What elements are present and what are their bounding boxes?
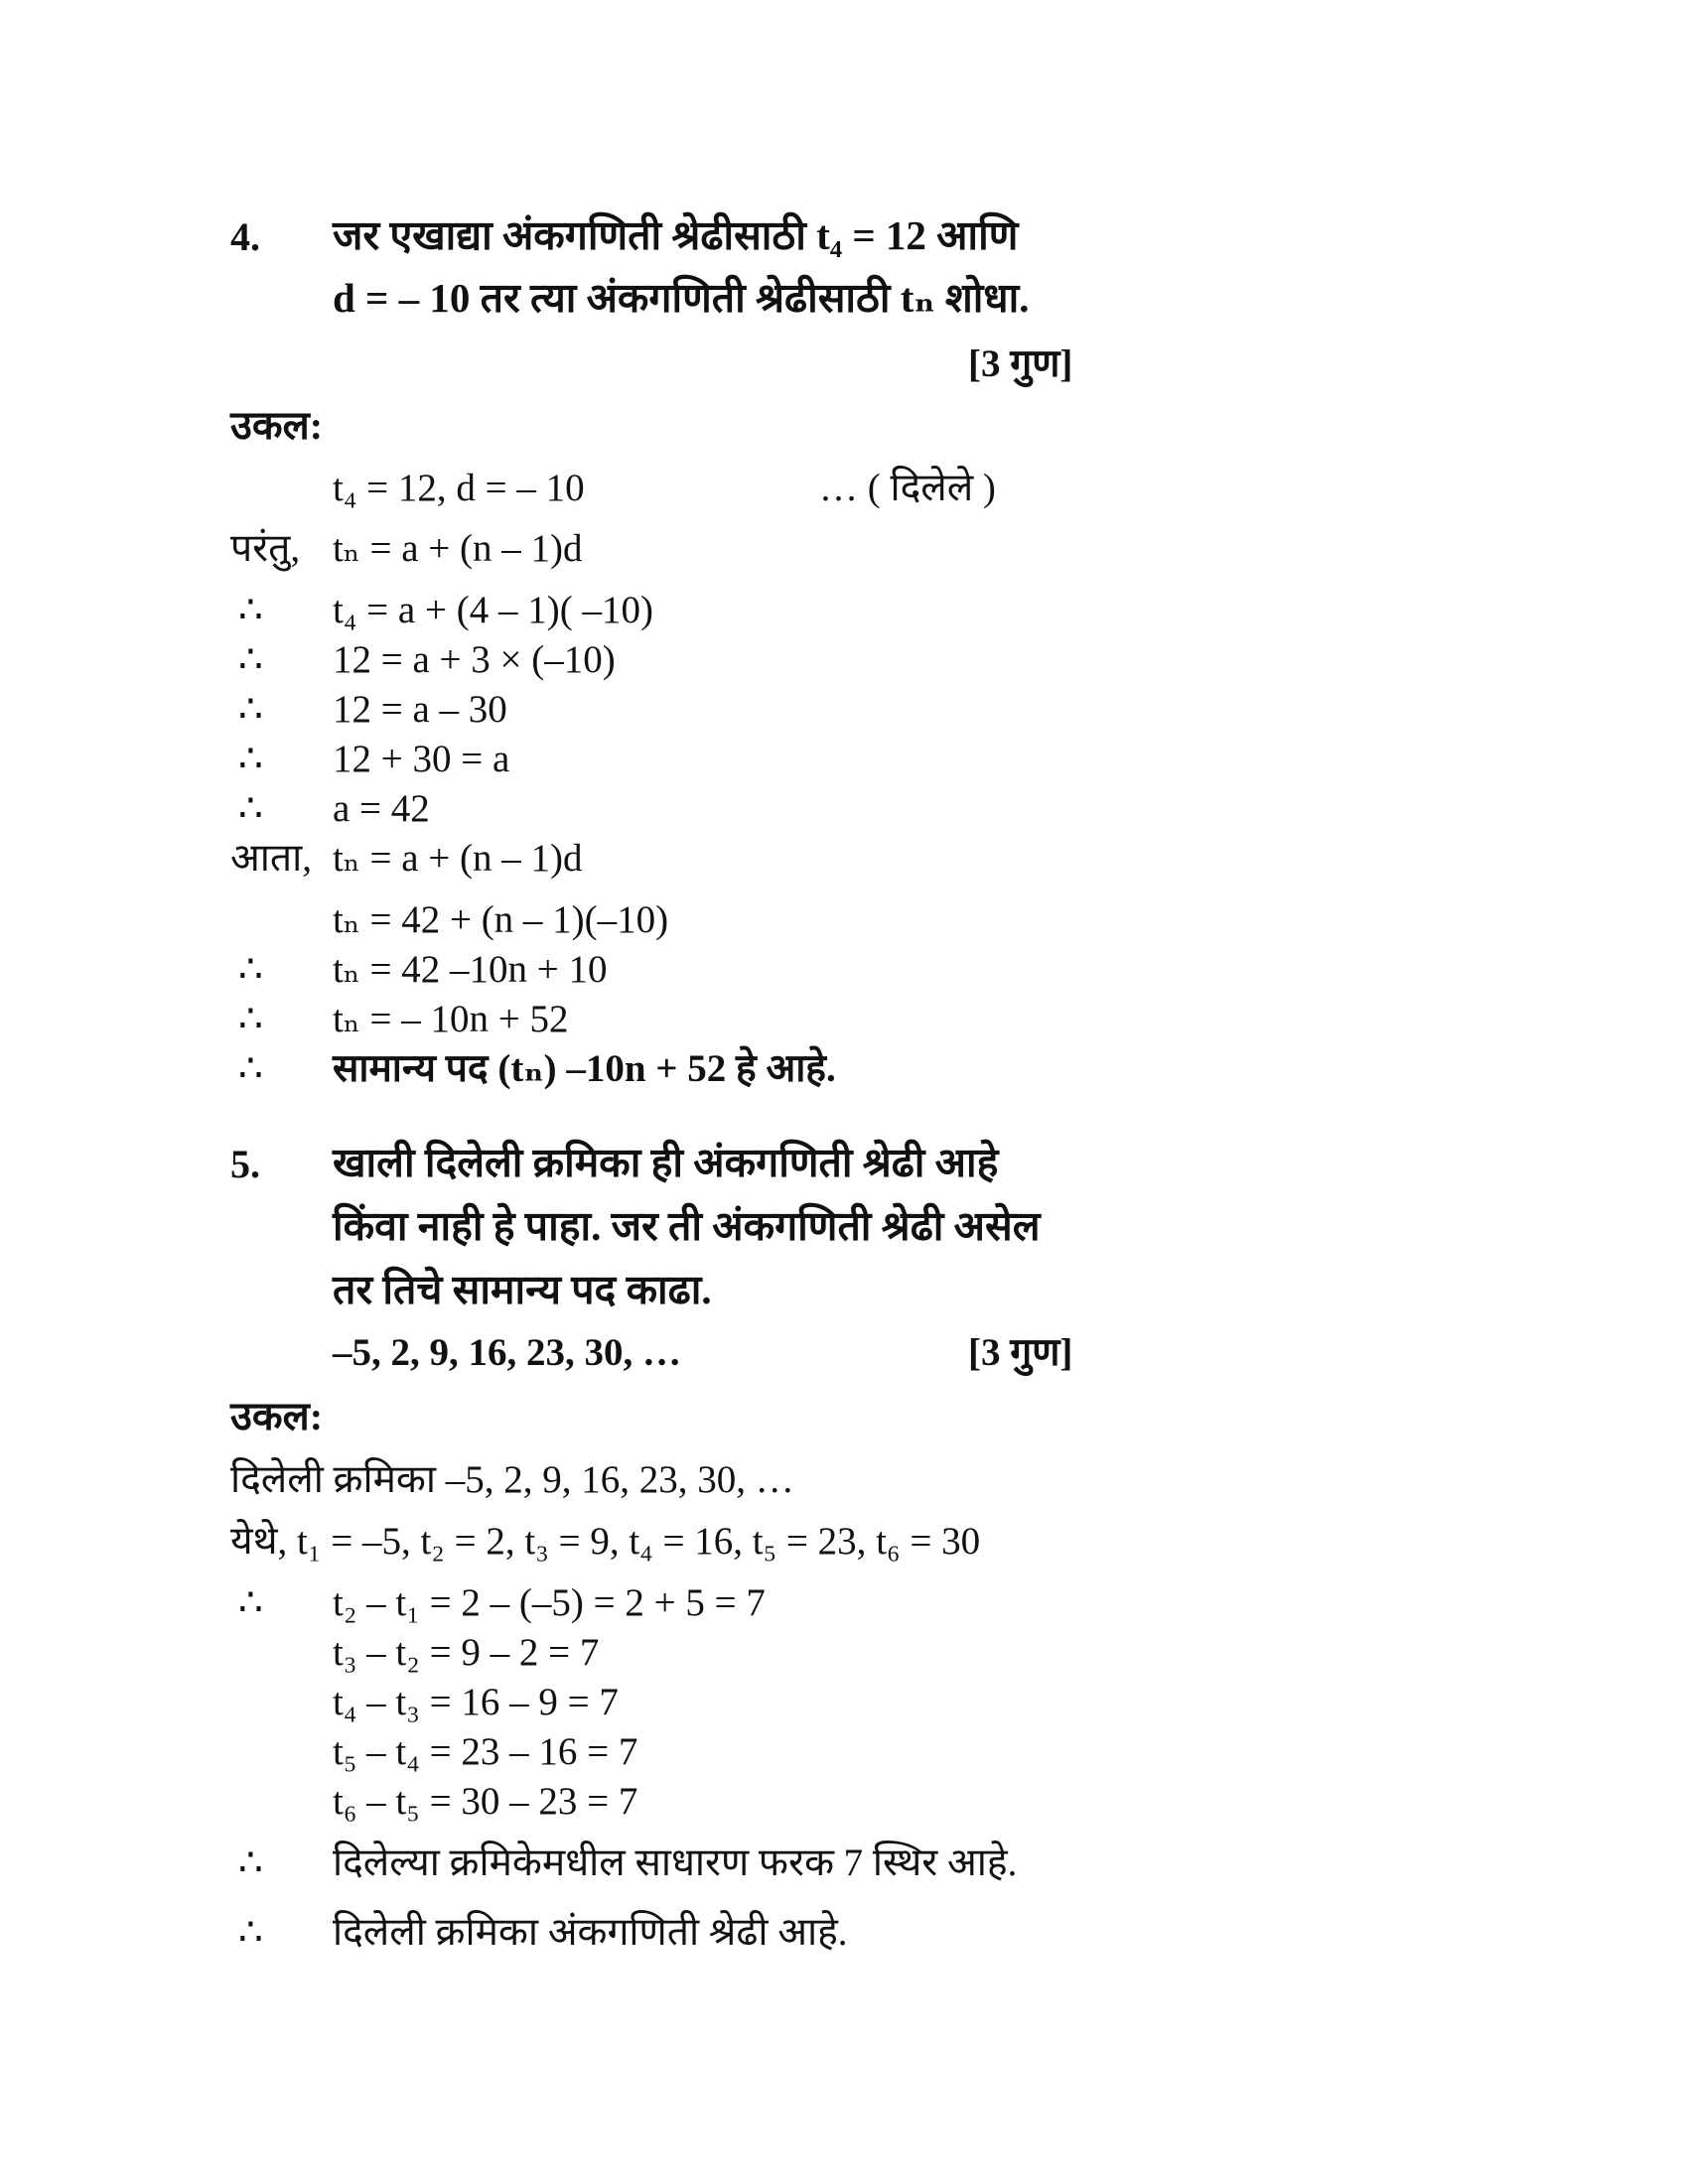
q4-solution-label: उकल:	[230, 403, 324, 448]
q4-step-10: tₙ = – 10n + 52	[333, 998, 569, 1040]
q5-diff-3: t₅ – t₄ = 23 – 16 = 7	[333, 1730, 638, 1773]
q5-diff-4: t₆ – t₅ = 30 – 23 = 7	[333, 1780, 638, 1823]
q4-step-1: tₙ = a + (n – 1)d	[333, 527, 583, 570]
q5-number: 5.	[230, 1142, 260, 1186]
q4-step-2: t₄ = a + (4 – 1)( –10)	[333, 589, 653, 631]
therefore-symbol: ∴	[238, 1581, 263, 1624]
q4-step-6: a = 42	[333, 787, 430, 830]
q5-given: दिलेली क्रमिका –5, 2, 9, 16, 23, 30, …	[230, 1458, 794, 1501]
q4-prefix-7: आता,	[230, 837, 312, 880]
q4-step-3: 12 = a + 3 × (–10)	[333, 638, 616, 681]
q5-text-line1: खाली दिलेली क्रमिका ही अंकगणिती श्रेढी आहे	[333, 1140, 999, 1185]
therefore-symbol: ∴	[238, 787, 263, 830]
q4-conclusion: सामान्य पद (tₙ) –10n + 52 हे आहे.	[333, 1047, 836, 1090]
q4-step-9: tₙ = 42 –10n + 10	[333, 948, 608, 991]
q4-step-7: tₙ = a + (n – 1)d	[333, 837, 583, 880]
q5-conclusion-0: दिलेल्या क्रमिकेमधील साधारण फरक 7 स्थिर आहे.	[333, 1842, 1018, 1884]
q4-step-0: t₄ = 12, d = – 10	[333, 467, 585, 509]
q4-step-5: 12 + 30 = a	[333, 738, 510, 780]
q4-step-4: 12 = a – 30	[333, 688, 507, 731]
q4-text-line1: जर एखाद्या अंकगणिती श्रेढीसाठी t₄ = 12 आणि	[333, 212, 1019, 258]
q5-text-line2: किंवा नाही हे पाहा. जर ती अंकगणिती श्रेढी असेल	[333, 1203, 1041, 1249]
q5-sequence: –5, 2, 9, 16, 23, 30, …	[333, 1331, 681, 1374]
q4-prefix-1: परंतु,	[230, 527, 301, 570]
therefore-symbol: ∴	[238, 738, 263, 780]
therefore-symbol: ∴	[238, 688, 263, 731]
q5-text-line3: तर तिचे सामान्य पद काढा.	[333, 1267, 712, 1312]
therefore-symbol: ∴	[238, 1911, 263, 1954]
q4-step-8: tₙ = 42 + (n – 1)(–10)	[333, 898, 669, 941]
q5-marks: [3 गुण]	[968, 1331, 1073, 1374]
therefore-symbol: ∴	[238, 638, 263, 681]
q4-given-note: … ( दिलेले )	[819, 467, 996, 509]
q5-diff-0: t₂ – t₁ = 2 – (–5) = 2 + 5 = 7	[333, 1581, 766, 1624]
therefore-symbol: ∴	[238, 948, 263, 991]
q5-diff-2: t₄ – t₃ = 16 – 9 = 7	[333, 1681, 619, 1723]
q4-number: 4.	[230, 214, 260, 259]
q4-marks: [3 गुण]	[968, 342, 1073, 385]
q5-diff-1: t₃ – t₂ = 9 – 2 = 7	[333, 1631, 600, 1674]
q5-conclusion-1: दिलेली क्रमिका अंकगणिती श्रेढी आहे.	[333, 1911, 848, 1954]
therefore-symbol: ∴	[238, 1842, 263, 1884]
q4-text-line2: d = – 10 तर त्या अंकगणिती श्रेढीसाठी tₙ शोधा.	[333, 275, 1030, 321]
q5-solution-label: उकल:	[230, 1394, 324, 1438]
therefore-symbol: ∴	[238, 589, 263, 631]
q5-here: येथे, t₁ = –5, t₂ = 2, t₃ = 9, t₄ = 16, t₅ = 23, t₆ = 30	[230, 1520, 981, 1563]
therefore-symbol: ∴	[238, 1047, 263, 1090]
therefore-symbol: ∴	[238, 998, 263, 1040]
